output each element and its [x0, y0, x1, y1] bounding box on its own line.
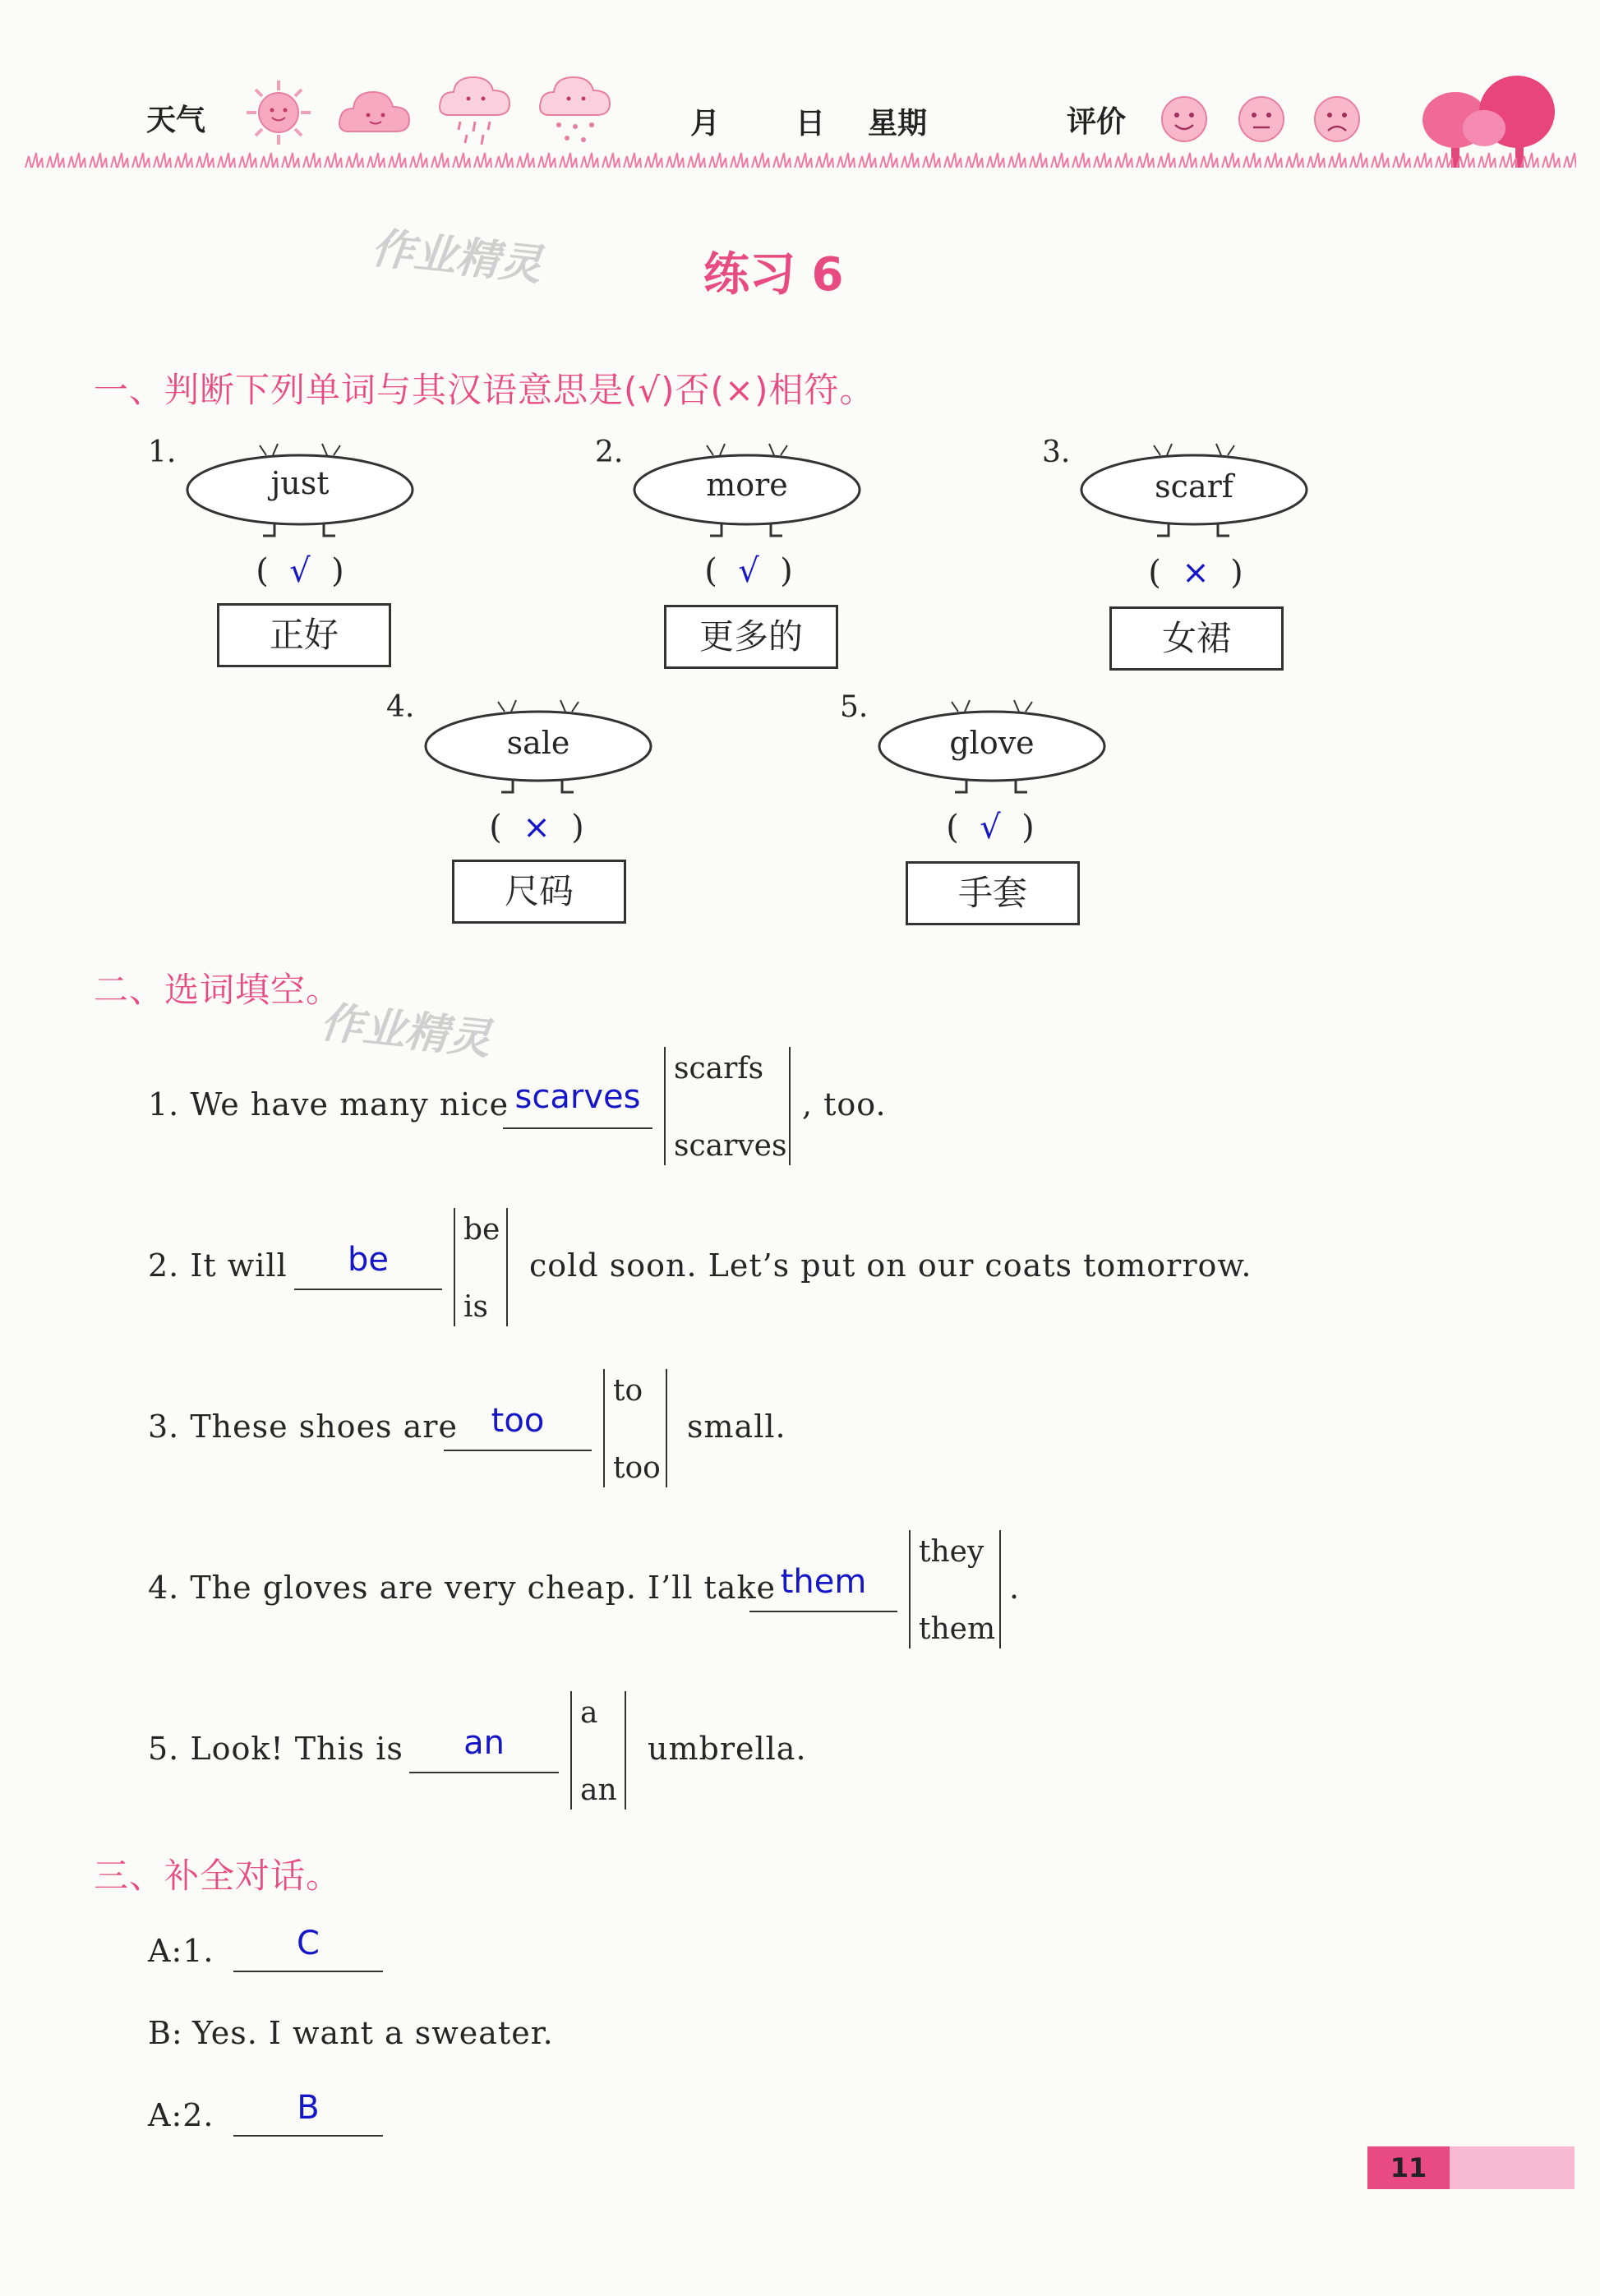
cloudy-icon	[337, 84, 413, 140]
answer-mark: ×	[1182, 554, 1210, 592]
english-word: just	[270, 465, 330, 501]
item-number: 1.	[148, 436, 177, 469]
sentence-5-after: umbrella.	[648, 1731, 807, 1767]
sad-face-icon	[1312, 94, 1363, 145]
chinese-meaning-box: 正好	[217, 603, 391, 667]
sunny-icon	[245, 79, 312, 146]
snowy-icon	[537, 74, 613, 150]
fill-blank-2[interactable]	[294, 1241, 442, 1290]
sentence-1-before: 1. We have many nice	[148, 1086, 510, 1123]
choice-option-b: is	[463, 1290, 488, 1324]
item-number: 2.	[595, 436, 624, 469]
fill-blank-4[interactable]	[749, 1563, 897, 1612]
choice-option-a: a	[580, 1696, 598, 1730]
answer-mark: √	[738, 552, 759, 590]
blank-answer: B	[297, 2089, 320, 2127]
answer-mark: √	[980, 809, 1001, 846]
choice-option-a: to	[613, 1374, 643, 1408]
answer-mark: ×	[523, 809, 551, 846]
word-choice-2	[454, 1208, 508, 1326]
section2-heading: 二、选词填空。	[94, 970, 342, 1010]
sentence-4-after: .	[1009, 1570, 1021, 1606]
answer-paren: ( √ )	[946, 809, 1035, 846]
choice-option-b: scarves	[674, 1129, 787, 1163]
watermark-middle: 作业精灵	[317, 998, 494, 1065]
answer-mark: √	[289, 552, 311, 590]
fill-blank-3[interactable]	[444, 1402, 592, 1451]
dialogue-line-3-speaker: A:2.	[148, 2097, 214, 2133]
item-number: 4.	[386, 690, 415, 724]
section1-heading: 一、判断下列单词与其汉语意思是(√)否(×)相符。	[94, 370, 875, 410]
item-number: 5.	[840, 690, 869, 724]
english-word: sale	[506, 725, 570, 761]
blank-answer: them	[780, 1563, 867, 1601]
choice-option-b: them	[919, 1612, 996, 1646]
english-word: glove	[949, 725, 1035, 761]
grass-border-divider	[23, 148, 1576, 169]
chinese-meaning-box: 尺码	[452, 860, 626, 924]
weather-label: 天气	[146, 104, 206, 137]
page-title: 练习 6	[703, 248, 844, 302]
fill-blank-1[interactable]	[503, 1078, 652, 1129]
watermark-top: 作业精灵	[368, 224, 545, 291]
rating-label: 评价	[1067, 105, 1127, 139]
choice-option-b: too	[613, 1451, 661, 1485]
sentence-1-after: , too.	[802, 1086, 887, 1123]
choice-option-b: an	[580, 1773, 617, 1807]
word-choice-3	[603, 1369, 667, 1487]
fill-blank-5[interactable]	[409, 1724, 559, 1773]
dialogue-blank-2[interactable]	[233, 2089, 383, 2137]
english-word: more	[706, 467, 788, 503]
blank-answer: be	[348, 1241, 389, 1279]
dialogue-blank-1[interactable]	[233, 1925, 383, 1972]
english-word: scarf	[1155, 468, 1233, 505]
chinese-meaning-box: 更多的	[664, 605, 838, 669]
dialogue-line-1-speaker: A:1.	[148, 1933, 214, 1969]
dialogue-line-2-text: Yes. I want a sweater.	[192, 2015, 554, 2051]
choice-option-a: be	[463, 1213, 500, 1247]
choice-option-a: scarfs	[674, 1052, 764, 1086]
sentence-3-after: small.	[687, 1408, 786, 1445]
sentence-2-after: cold soon. Let’s put on our coats tomorrow.	[529, 1247, 1252, 1284]
word-choice-4	[909, 1530, 1001, 1648]
month-label: 月	[690, 107, 721, 141]
weekday-label: 星期	[868, 107, 928, 141]
answer-paren: ( × )	[1148, 554, 1243, 592]
sentence-5-before: 5. Look! This is	[148, 1731, 403, 1767]
happy-face-icon	[1159, 94, 1210, 145]
rainy-icon	[437, 74, 513, 150]
answer-paren: ( √ )	[256, 552, 344, 590]
blank-answer: an	[463, 1724, 505, 1762]
dialogue-line-2-speaker: B:	[148, 2015, 183, 2051]
blank-answer: scarves	[514, 1078, 641, 1116]
blank-answer: too	[491, 1402, 545, 1440]
choice-option-a: they	[919, 1535, 984, 1569]
sentence-3-before: 3. These shoes are	[148, 1408, 458, 1445]
blank-answer: C	[297, 1925, 320, 1962]
neutral-face-icon	[1236, 94, 1287, 145]
page-number: 11	[1367, 2146, 1450, 2189]
chinese-meaning-box: 女裙	[1109, 606, 1284, 671]
word-choice-1	[664, 1047, 791, 1165]
item-number: 3.	[1042, 436, 1071, 469]
answer-paren: ( √ )	[704, 552, 793, 590]
sentence-2-before: 2. It will	[148, 1247, 288, 1284]
sentence-4-before: 4. The gloves are very cheap. I’ll take	[148, 1570, 776, 1606]
chinese-meaning-box: 手套	[906, 861, 1080, 925]
answer-paren: ( × )	[489, 809, 584, 846]
word-choice-5	[570, 1691, 626, 1810]
day-label: 日	[795, 107, 826, 141]
section3-heading: 三、补全对话。	[94, 1856, 342, 1896]
